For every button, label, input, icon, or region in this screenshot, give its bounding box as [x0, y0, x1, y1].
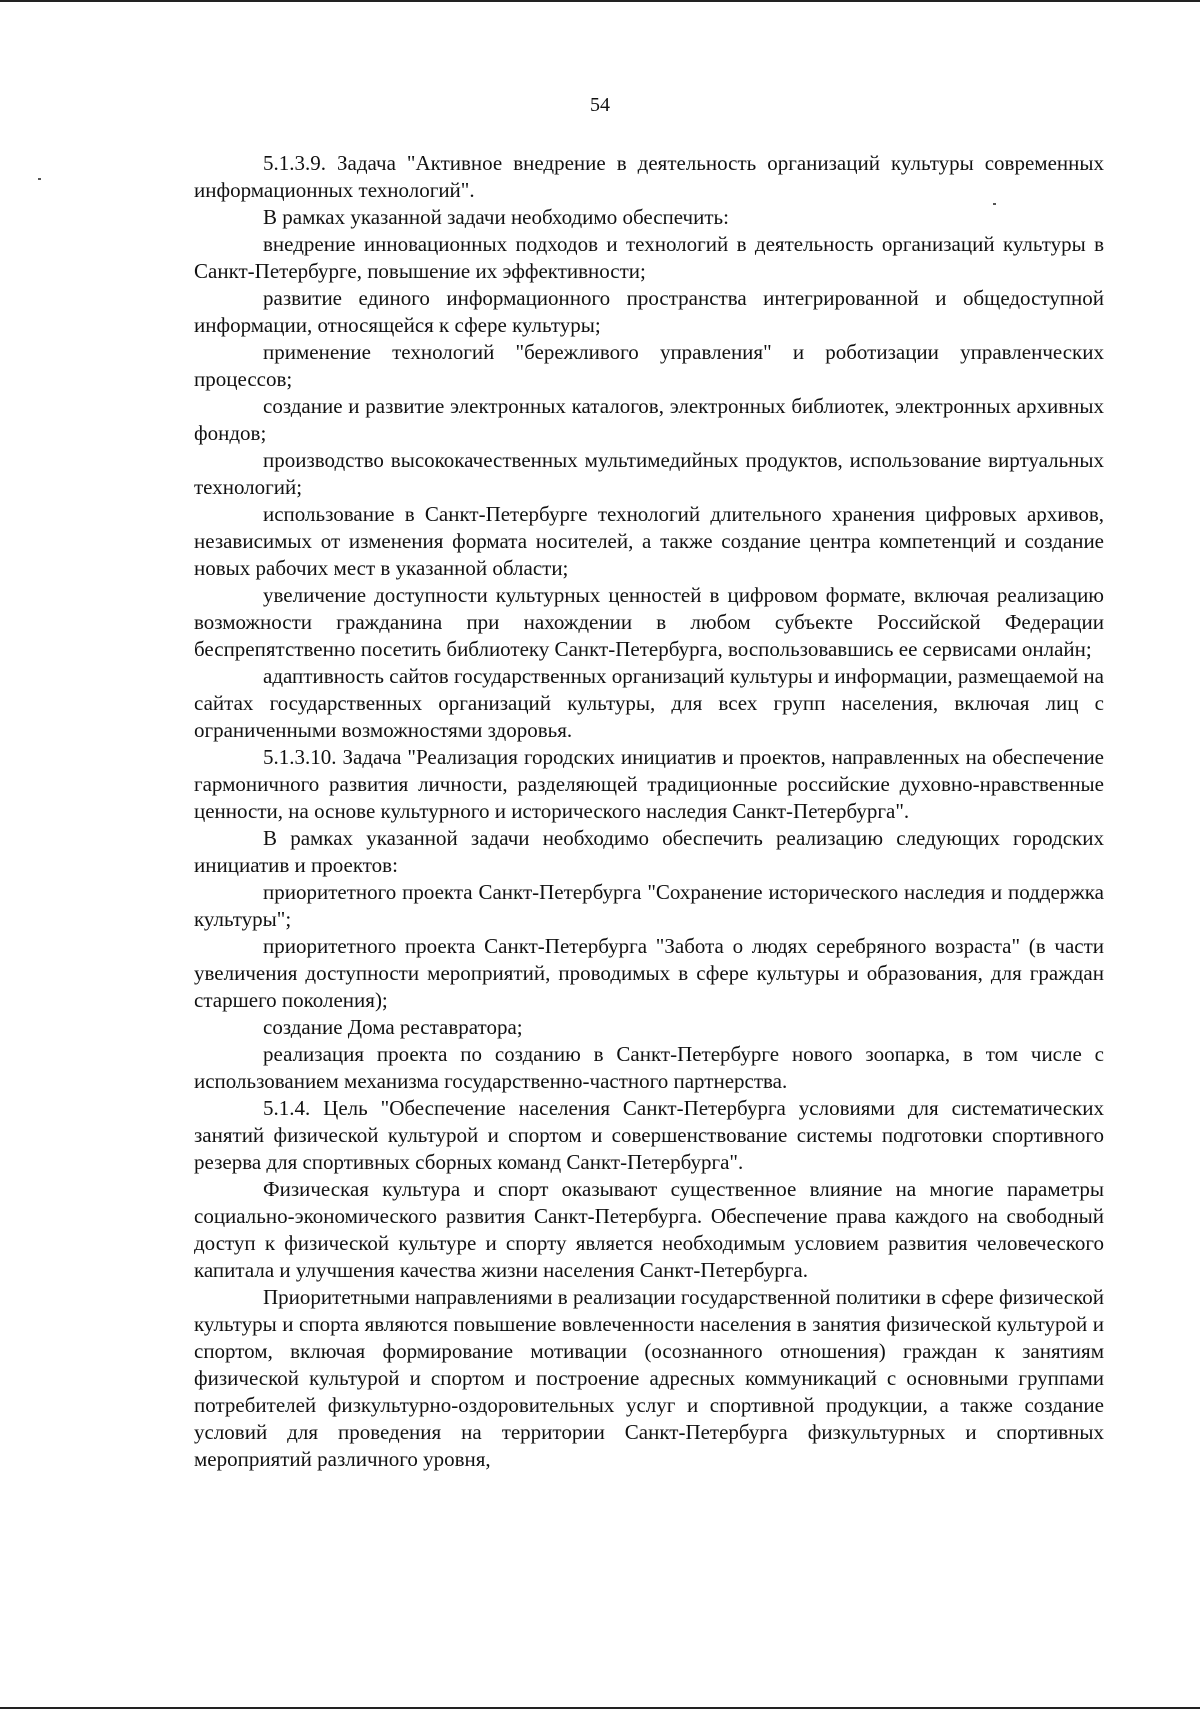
page-number: 54: [590, 94, 610, 116]
paragraph: В рамках указанной задачи необходимо обеспечить:: [263, 205, 729, 229]
paragraph: реализация проекта по созданию в Санкт-Петербурге нового зоопарка, в том числе с использованием механизма государственно-частного партнерства.: [194, 1042, 1104, 1093]
paragraph: внедрение инновационных подходов и технологий в деятельность организаций культуры в Санкт-Петербурге, повышение их эффективности;: [194, 232, 1104, 283]
paragraph: создание и развитие электронных каталогов, электронных библиотек, электронных архивных фондов;: [194, 394, 1104, 445]
paragraph: использование в Санкт-Петербурге технологий длительного хранения цифровых архивов, независимых от изменения формата носителей, а также создание центра компетенций и создание новых рабочих мест в указанной области;: [194, 502, 1104, 580]
paragraph: 5.1.4. Цель "Обеспечение населения Санкт-Петербурга условиями для систематических занятий физической культурой и спортом и совершенствование системы подготовки спортивного резерва для спортивных сборных команд Санкт-Петербурга".: [194, 1096, 1104, 1174]
paragraph: В рамках указанной задачи необходимо обеспечить реализацию следующих городских инициатив и проектов:: [194, 826, 1104, 877]
paragraph: создание Дома реставратора;: [263, 1015, 523, 1039]
scan-top-edge: [0, 0, 1200, 2]
paragraph: Приоритетными направлениями в реализации государственной политики в сфере физической культуры и спорта являются повышение вовлеченности населения в занятия физической культурой и спортом, включая формирование мотивации (осознанного отношения) граждан к занятиям физической культурой и спортом и построение адресных коммуникаций с основными группами потребителей физкультурно-оздоровительных услуг и спортивной продукции, а также создание условий для проведения на территории Санкт-Петербурга физкультурных и спортивных мероприятий различного уровня,: [194, 1285, 1104, 1471]
paragraph: производство высококачественных мультимедийных продуктов, использование виртуальных технологий;: [194, 448, 1104, 499]
paragraph: приоритетного проекта Санкт-Петербурга "Забота о людях серебряного возраста" (в части увеличения доступности мероприятий, проводимых в сфере культуры и образования, для граждан старшего поколения);: [194, 934, 1104, 1012]
scan-speck: [38, 178, 41, 180]
paragraph: 5.1.3.9. Задача "Активное внедрение в деятельность организаций культуры современных информационных технологий".: [194, 151, 1104, 202]
paragraph: применение технологий "бережливого управления" и роботизации управленческих процессов;: [194, 340, 1104, 391]
paragraph: увеличение доступности культурных ценностей в цифровом формате, включая реализацию возможности гражданина при нахождении в любом субъекте Российской Федерации беспрепятственно посетить библиотеку Санкт-Петербурга, воспользовавшись ее сервисами онлайн;: [194, 583, 1104, 661]
paragraph: 5.1.3.10. Задача "Реализация городских инициатив и проектов, направленных на обеспечение гармоничного развития личности, разделяющей традиционные российские духовно-нравственные ценности, на основе культурного и исторического наследия Санкт-Петербурга".: [194, 745, 1104, 823]
paragraph: приоритетного проекта Санкт-Петербурга "Сохранение исторического наследия и поддержка культуры";: [194, 880, 1104, 931]
document-body: [194, 150, 1104, 1473]
paragraph: адаптивность сайтов государственных организаций культуры и информации, размещаемой на сайтах государственных организаций культуры, для всех групп населения, включая лиц с ограниченными возможностями здоровья.: [194, 664, 1104, 742]
paragraph: Физическая культура и спорт оказывают существенное влияние на многие параметры социально-экономического развития Санкт-Петербурга. Обеспечение права каждого на свободный доступ к физической культуре и спорту является необходимым условием развития человеческого капитала и улучшения качества жизни населения Санкт-Петербурга.: [194, 1177, 1104, 1282]
paragraph: развитие единого информационного пространства интегрированной и общедоступной информации, относящейся к сфере культуры;: [194, 286, 1104, 337]
